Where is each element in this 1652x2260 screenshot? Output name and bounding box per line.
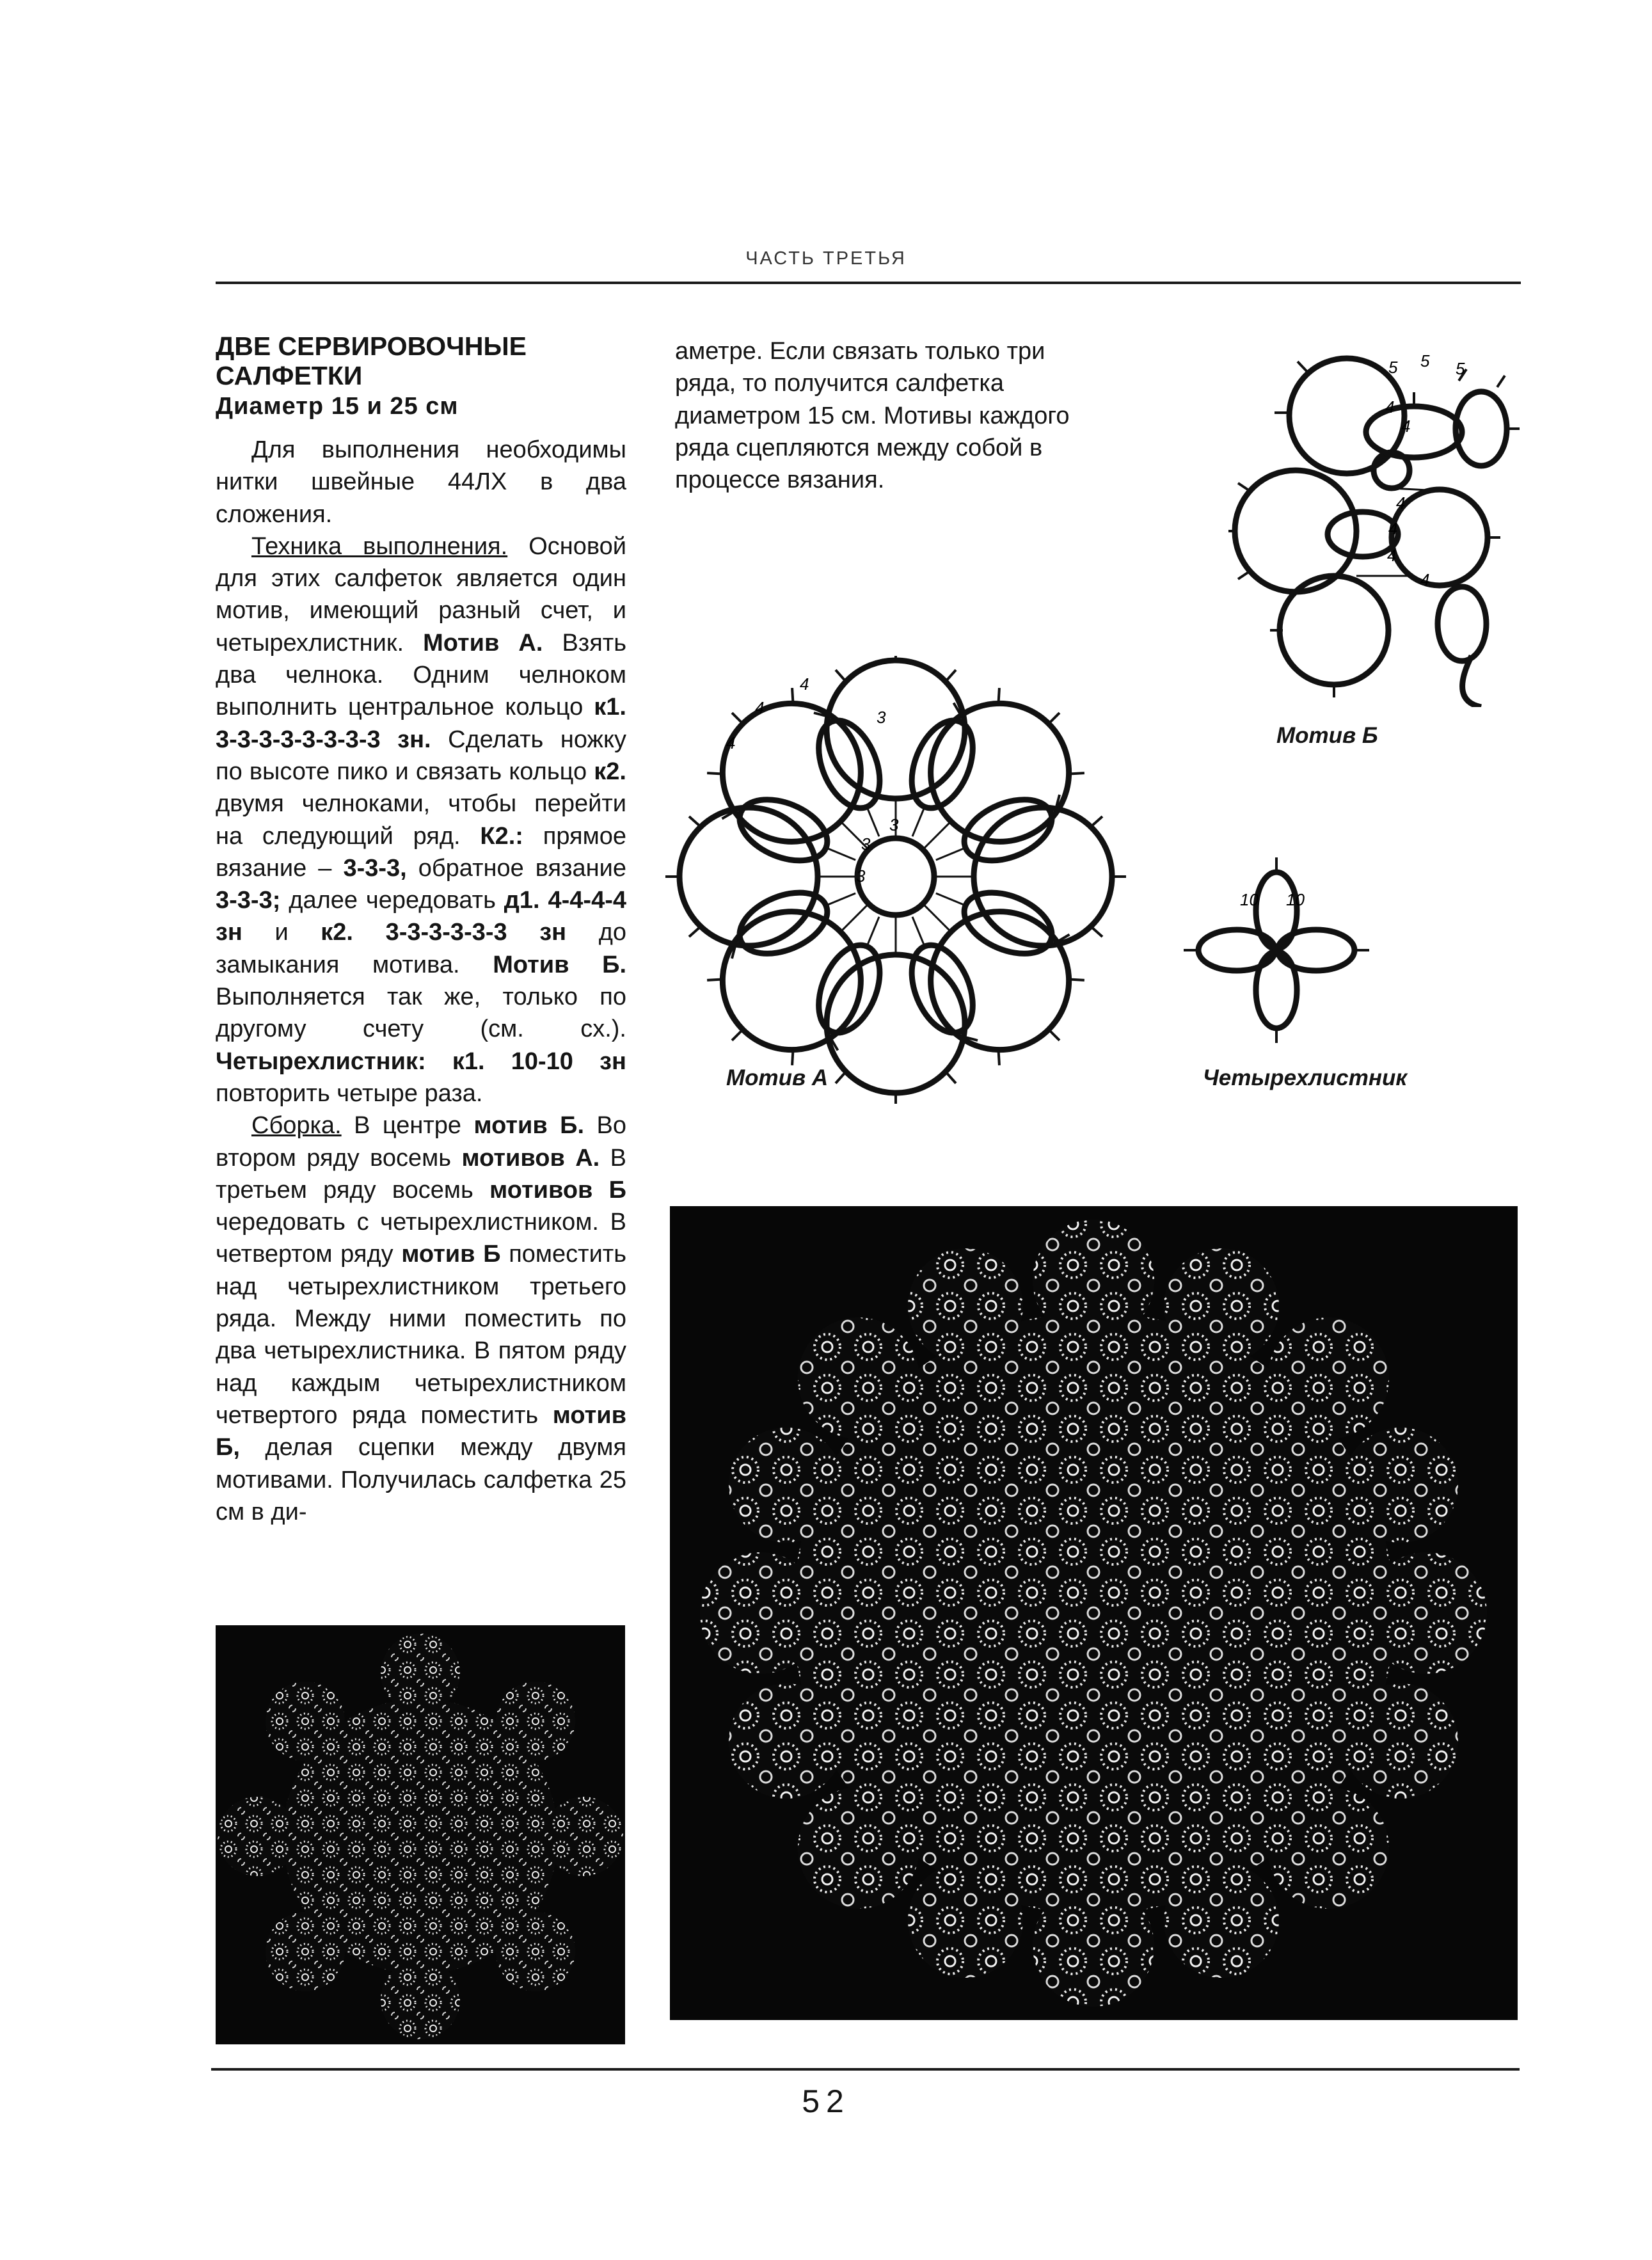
motif-b-ring-count: 4 [1396, 493, 1406, 513]
left-text-column [216, 434, 626, 1528]
technique-paragraph: Техника выполнения. Основой для этих салфеток является один мотив, имеющий разный счет, и четырехлистник. Мотив А. Взять два челнока. Одним челноком выполнить центральное кольцо к1. 3-3-3-3-3-3-3-3 зн. Сделать ножку по высоте пико и связать кольцо к2. двумя челноками, чтобы перейти на следующий ряд. К2.: прямое вязание – 3-3-3, обратное вязание 3-3-3; далее чередовать д1. 4-4-4-4 зн и к2. 3-3-3-3-3-3 зн до замыкания мотива. Мотив Б. Выполняется так же, только по другому счету (см. сх.). Четырехлистник: к1. 10-10 зн повторить четыре раза. [216, 532, 627, 1107]
article-title: ДВЕ СЕРВИРОВОЧНЫЕ САЛФЕТКИ [216, 331, 527, 390]
motif-b-chain-count: 5 [1420, 351, 1430, 370]
motif-b-ring-count: 4 [1401, 417, 1411, 436]
motif-b-ring-count: 4 [1388, 519, 1398, 538]
header-rule [216, 282, 1521, 284]
motif-a-caption: Мотив А [726, 1065, 829, 1090]
four-leaf-count: 10 [1286, 890, 1305, 909]
motif-b-chain-count: 5 [1456, 359, 1465, 378]
assembly-paragraph: Сборка. В центре мотив Б. Во втором ряду восемь мотивов А. В третьем ряду восемь мотивов Б чередовать с четырехлистником. В четвертом ряду мотив Б поместить над четырехлистником третьего ряда. Между ними поместить по два четырехлистника. В пятом ряду над каждым четырехлистником четвертого ряда поместить мотив Б, делая сцепки между двумя мотивами. Получилась салфетка 25 см в ди- [216, 1112, 627, 1525]
four-leaf-caption: Четырехлистник [1203, 1065, 1408, 1090]
right-text-column: аметре. Если связать только три ряда, то получится салфетка диаметром 15 см. Мотивы каждого ряда сцепляются между собой в процессе вязания. [675, 338, 1070, 494]
article-subtitle: Диаметр 15 и 25 см [216, 393, 459, 420]
motif-b-diagram [1228, 323, 1523, 707]
motif-b-caption: Мотив Б [1276, 723, 1378, 748]
motif-b-chain-count: 5 [1388, 358, 1398, 377]
footer-rule [211, 2068, 1520, 2071]
large-doily-photo [670, 1206, 1518, 2020]
technique-heading: Техника выполнения. [251, 532, 508, 560]
motif-a-chain-count: 4 [755, 698, 765, 717]
motif-a-ring-count: 3 [889, 815, 899, 834]
small-doily-photo [216, 1625, 625, 2044]
page-number: 52 [802, 2083, 850, 2119]
assembly-heading: Сборка. [251, 1112, 342, 1140]
motif-a-diagram [665, 656, 1126, 1104]
motif-a-chain-count: 4 [800, 674, 809, 694]
motif-b-ring-count: 4 [1385, 397, 1395, 417]
motif-a-ring-count: 3 [856, 866, 866, 886]
motif-b-ring-count: 4 [1387, 546, 1397, 565]
motif-b-ring-count: 4 [1420, 570, 1430, 589]
motif-a-ring-count: 3 [877, 708, 886, 727]
four-leaf-diagram [1177, 851, 1376, 1049]
intro-paragraph: Для выполнения необходимы нитки швейные 44ЛХ в два сложения. [216, 436, 626, 528]
motif-a-ring-count: 3 [861, 834, 871, 854]
four-leaf-count: 10 [1240, 890, 1259, 909]
running-header: ЧАСТЬ ТРЕТЬЯ [745, 248, 907, 269]
motif-a-chain-count: 4 [726, 733, 736, 752]
